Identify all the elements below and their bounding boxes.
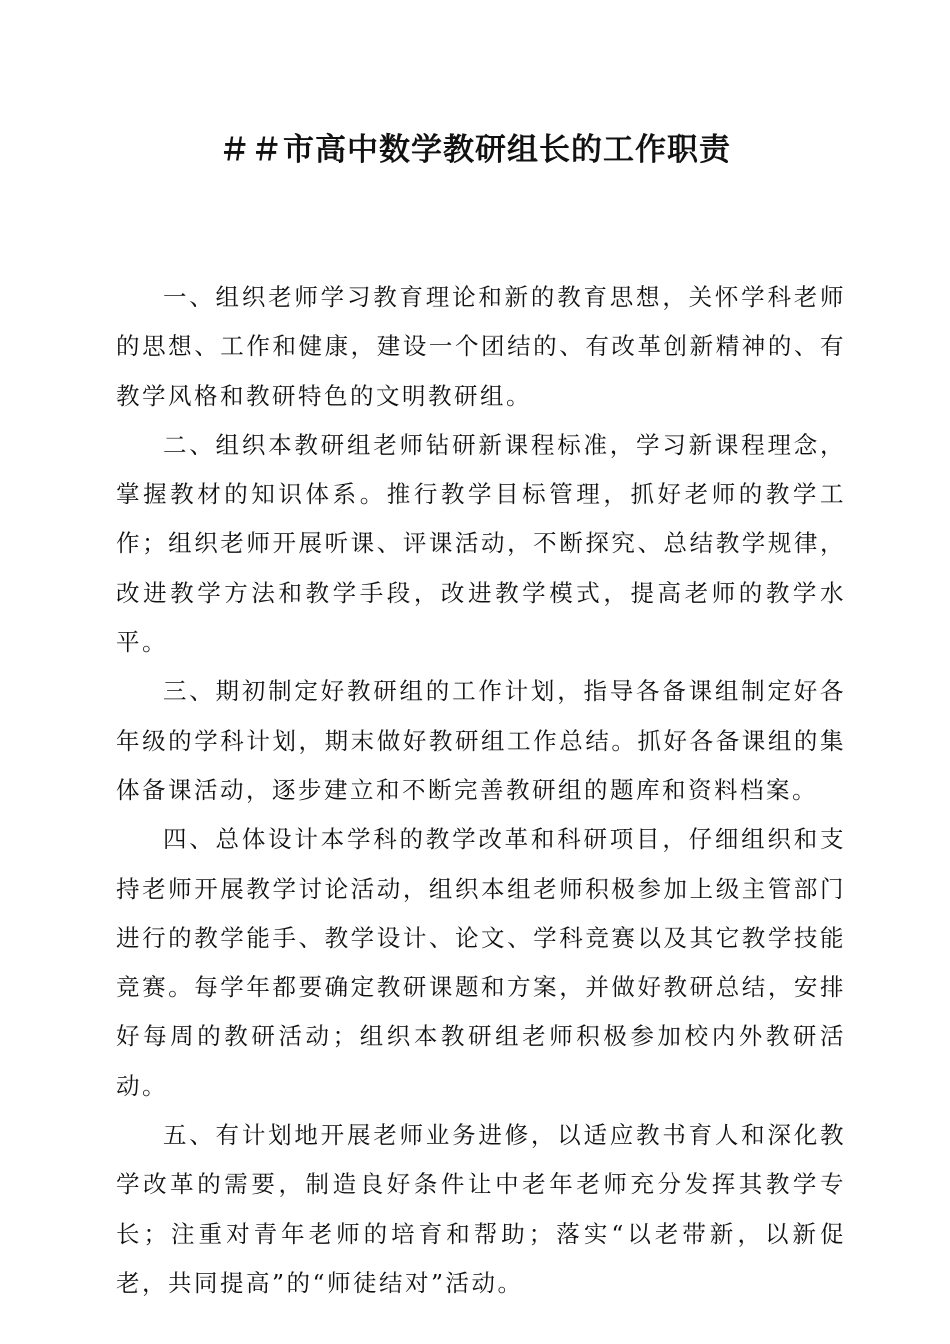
- document-body: [116, 273, 846, 1308]
- paragraph-3: 三、期初制定好教研组的工作计划，指导各备课组制定好各年级的学科计划，期末做好教研组工作总结。抓好各备课组的集体备课活动，逐步建立和不断完善教研组的题库和资料档案。: [116, 677, 846, 804]
- paragraph-4: 四、总体设计本学科的教学改革和科研项目，仔细组织和支持老师开展教学讨论活动，组织本组老师积极参加上级主管部门进行的教学能手、教学设计、论文、学科竞赛以及其它教学技能竞赛。每学年都要确定教研课题和方案，并做好教研总结，安排好每周的教研活动；组织本教研组老师积极参加校内外教研活动。: [116, 825, 846, 1100]
- paragraph-1: 一、组织老师学习教育理论和新的教育思想，关怀学科老师的思想、工作和健康，建设一个团结的、有改革创新精神的、有教学风格和教研特色的文明教研组。: [116, 283, 846, 410]
- paragraph-2: 二、组织本教研组老师钻研新课程标准，学习新课程理念，掌握教材的知识体系。推行教学目标管理，抓好老师的教学工作；组织老师开展听课、评课活动，不断探究、总结教学规律，改进教学方法和教学手段，改进教学模式，提高老师的教学水平。: [116, 430, 846, 657]
- document-title: ＃＃市高中数学教研组长的工作职责: [219, 132, 731, 168]
- paragraph-5: 五、有计划地开展老师业务进修，以适应教书育人和深化教学改革的需要，制造良好条件让中老年老师充分发挥其教学专长；注重对青年老师的培育和帮助；落实“以老带新，以新促老，共同提高”的“师徒结对”活动。: [116, 1121, 846, 1297]
